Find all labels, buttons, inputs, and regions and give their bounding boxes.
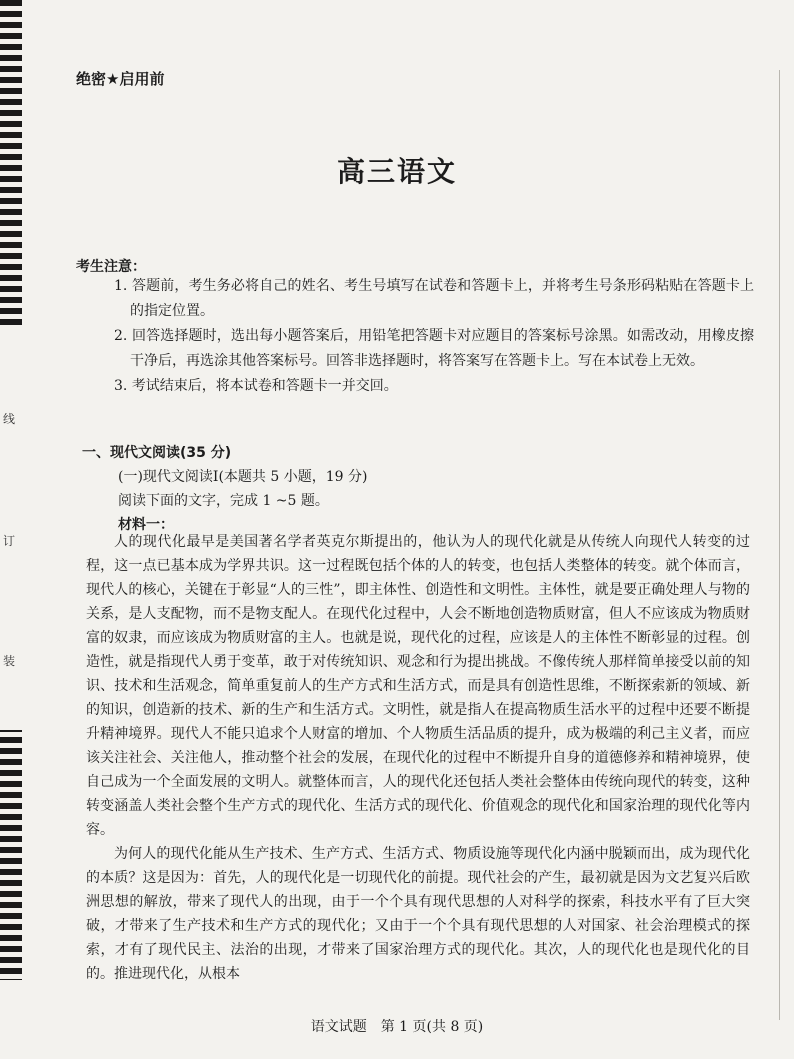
material-paragraph: 人的现代化最早是美国著名学者英克尔斯提出的，他认为人的现代化就是从传统人向现代人转变的过程，这一点已基本成为学界共识。这一过程既包括个体的人的转变，也包括人类整体的转变。就个体而言，现代人的核心，关键在于彰显“人的三性”，即主体性、创造性和文明性。主体性，就是要正确处理人与物的关系，是人支配物，而不是物支配人。在现代化过程中，人会不断地创造物质财富，但人不应该成为物质财富的奴隶，而应该成为物质财富的主人。也就是说，现代化的过程，应该是人的主体性不断彰显的过程。创造性，就是指现代人勇于变革，敢于对传统知识、观念和行为提出挑战。不像传统人那样简单接受以前的知识、技术和生活观念，简单重复前人的生产方式和生活方式，而是具有创造性思维，不断探索新的领域、新的知识，创造新的技术、新的生产和生活方式。文明性，就是指人在提高物质生活水平的过程中还要不断提升精神境界。现代人不能只追求个人财富的增加、个人物质生活品质的提升，成为极端的利己主义者，而应该关注社会、关注他人，推动整个社会的发展，在现代化的过程中不断提升自身的道德修养和精神境界，使自己成为一个全面发展的文明人。就整体而言，人的现代化还包括人类社会整体由传统向现代的转变，这种转变涵盖人类社会整个生产方式的现代化、生活方式的现代化、价值观念的现代化和国家治理的现代化等内容。 bbox=[86, 534, 750, 838]
page-footer: 语文试题 第 1 页(共 8 页) bbox=[310, 1019, 484, 1035]
material-paragraph: 为何人的现代化能从生产技术、生产方式、生活方式、物质设施等现代化内涵中脱颖而出，成为现代化的本质？这是因为：首先，人的现代化是一切现代化的前提。现代社会的产生，最初就是因为文艺复兴后欧洲思想的解放，带来了现代人的出现，由于一个个具有现代思想的人对科学的探索，科技水平有了巨大突破，才带来了生产技术和生产方式的现代化；又由于一个个具有现代思想的人对国家、社会治理模式的探索，才有了现代民主、法治的出现，才带来了国家治理方式的现代化。其次，人的现代化也是现代化的目的。推进现代化，从根本 bbox=[86, 846, 750, 982]
binding-mark-line: 线 bbox=[3, 412, 16, 426]
notice-item: 3. 考试结束后，将本试卷和答题卡一并交回。 bbox=[114, 378, 398, 394]
secret-label: 绝密★启用前 bbox=[76, 70, 165, 88]
material-label: 材料一： bbox=[118, 517, 174, 533]
notice-heading: 考生注意： bbox=[76, 259, 146, 275]
material-body bbox=[86, 530, 750, 986]
notice-item: 2. 回答选择题时，选出每小题答案后，用铅笔把答题卡对应题目的答案标号涂黑。如需改动，用橡皮擦干净后，再选涂其他答案标号。回答非选择题时，将答案写在答题卡上。写在本试卷上无效。 bbox=[114, 328, 754, 369]
section-heading: 一、现代文阅读(35 分) bbox=[82, 445, 232, 461]
page-edge-line bbox=[779, 70, 780, 1020]
page-title: 高三语文 bbox=[336, 155, 457, 188]
section-subheading: (一)现代文阅读Ⅰ(本题共 5 小题，19 分) bbox=[118, 469, 368, 485]
binding-mark-order: 订 bbox=[3, 534, 16, 548]
notice-item: 1. 答题前，考生务必将自己的姓名、考生号填写在试卷和答题卡上，并将考生号条形码粘贴在答题卡上的指定位置。 bbox=[114, 278, 754, 319]
notice-list bbox=[114, 274, 754, 399]
binding-mark-bind: 装 bbox=[3, 654, 16, 668]
section-instruction: 阅读下面的文字，完成 1 ~5 题。 bbox=[118, 493, 329, 509]
